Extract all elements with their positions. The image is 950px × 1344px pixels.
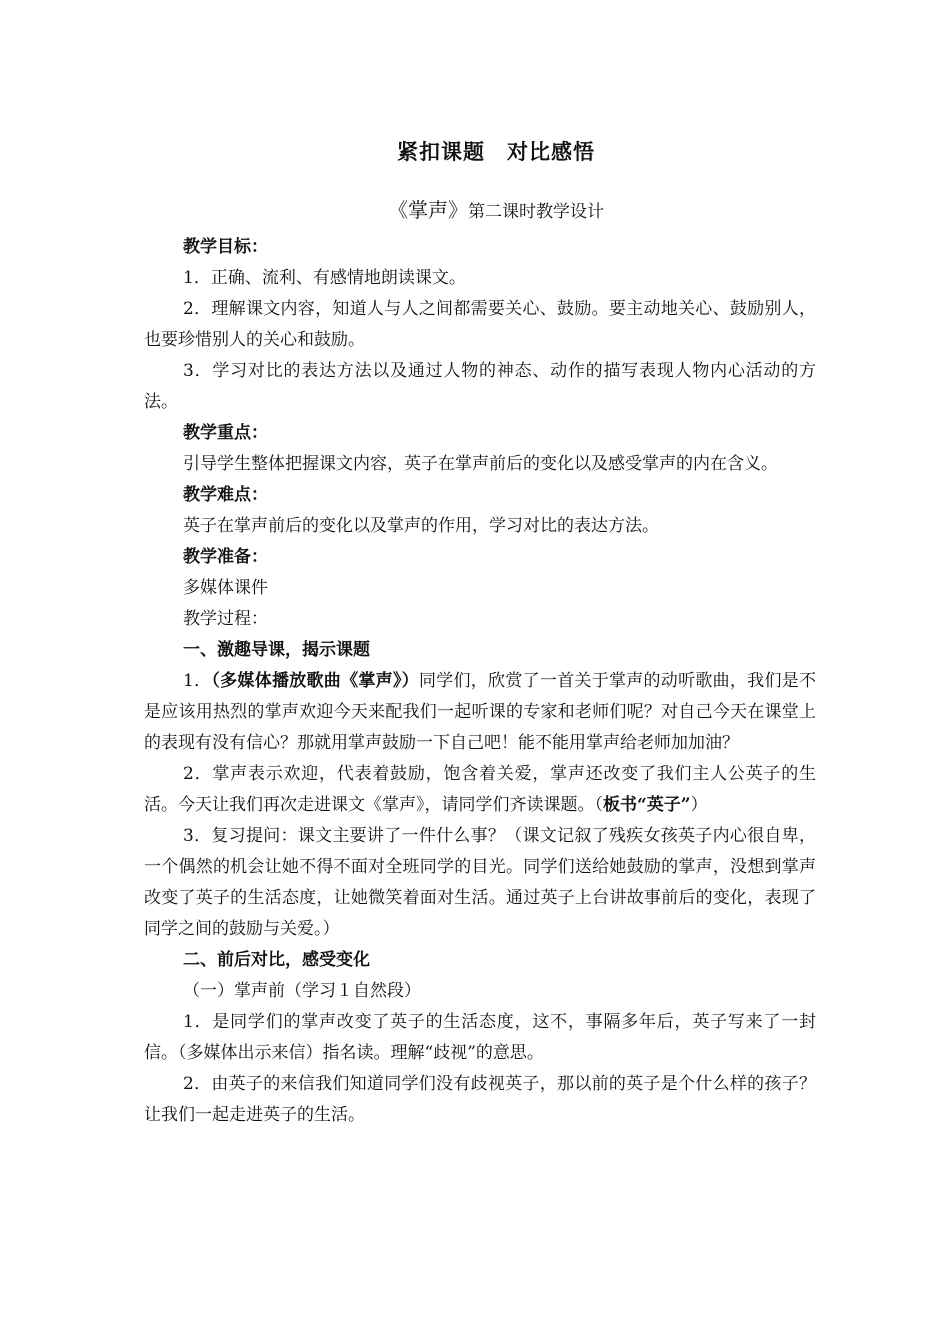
preparation-text: 多媒体课件 (183, 578, 268, 598)
media-instruction: （多媒体播放歌曲《掌声》） (211, 671, 419, 691)
board-note: 板书“英子” (603, 795, 691, 815)
section-2-paragraph-2: 2．由英子的来信我们知道同学们没有歧视英子，那以前的英子是个什么样的孩子？让我们一起走进英子的生活。 (144, 1074, 816, 1125)
paragraph-end: ） (690, 795, 708, 815)
section-1-paragraph-2 (144, 759, 816, 821)
paragraph-text: 同学们，欣赏了一首关于掌声的动听歌曲，我们是不是应该用热烈的掌声欢迎今天来配我们一起听课的专家和老师们呢？对自己今天在课堂上的表现有没有信心？那就用掌声鼓励一下自己吧！能不能用掌声给老师加加油？ (144, 671, 817, 753)
key-points-text: 引导学生整体把握课文内容，英子在掌声前后的变化以及感受掌声的内在含义。 (183, 454, 778, 474)
objective-1: 1．正确、流利、有感情地朗读课文。 (183, 268, 466, 288)
paragraph-text: 2．掌声表示欢迎，代表着鼓励，饱含着关爱，掌声还改变了我们主人公英子的生活。今天让我们再次走进课文《掌声》，请同学们齐读课题。（ (144, 764, 816, 815)
subtitle-book-title: 《掌声》 (388, 198, 468, 222)
difficulties-heading: 教学难点： (183, 485, 268, 505)
objective-2: 2．理解课文内容，知道人与人之间都需要关心、鼓励。要主动地关心、鼓励别人，也要珍惜别人的关心和鼓励。 (144, 299, 816, 350)
section-1-paragraph-3: 3．复习提问：课文主要讲了一件什么事？（课文记叙了残疾女孩英子内心很自卑，一个偶然的机会让她不得不面对全班同学的目光。同学们送给她鼓励的掌声，没想到掌声改变了英子的生活态度，让她微笑着面对生活。通过英子上台讲故事前后的变化，表现了同学之间的鼓励与关爱。） (144, 826, 816, 939)
paragraph-number: 1． (183, 671, 212, 691)
objectives-heading: 教学目标： (183, 237, 268, 257)
process-heading: 教学过程： (183, 609, 268, 629)
section-1-heading: 一、激趣导课，揭示课题 (183, 640, 370, 660)
section-2-paragraph-1: 1．是同学们的掌声改变了英子的生活态度，这不，事隔多年后，英子写来了一封信。（多媒体出示来信）指名读。理解“歧视”的意思。 (144, 1012, 816, 1063)
key-points-heading: 教学重点： (183, 423, 268, 443)
section-1-paragraph-1 (144, 666, 816, 759)
preparation-heading: 教学准备： (183, 547, 268, 567)
section-2-heading: 二、前后对比，感受变化 (183, 950, 370, 970)
document-body (144, 130, 816, 1131)
section-2-subheading-1: （一）掌声前（学习１自然段） (183, 981, 421, 1001)
difficulties-text: 英子在掌声前后的变化以及掌声的作用，学习对比的表达方法。 (183, 516, 659, 536)
document-subtitle (176, 194, 816, 226)
subtitle-text: 第二课时教学设计 (468, 202, 604, 222)
document-title: 紧扣课题 对比感悟 (397, 139, 595, 164)
objective-3: 3．学习对比的表达方法以及通过人物的神态、动作的描写表现人物内心活动的方法。 (144, 361, 816, 412)
